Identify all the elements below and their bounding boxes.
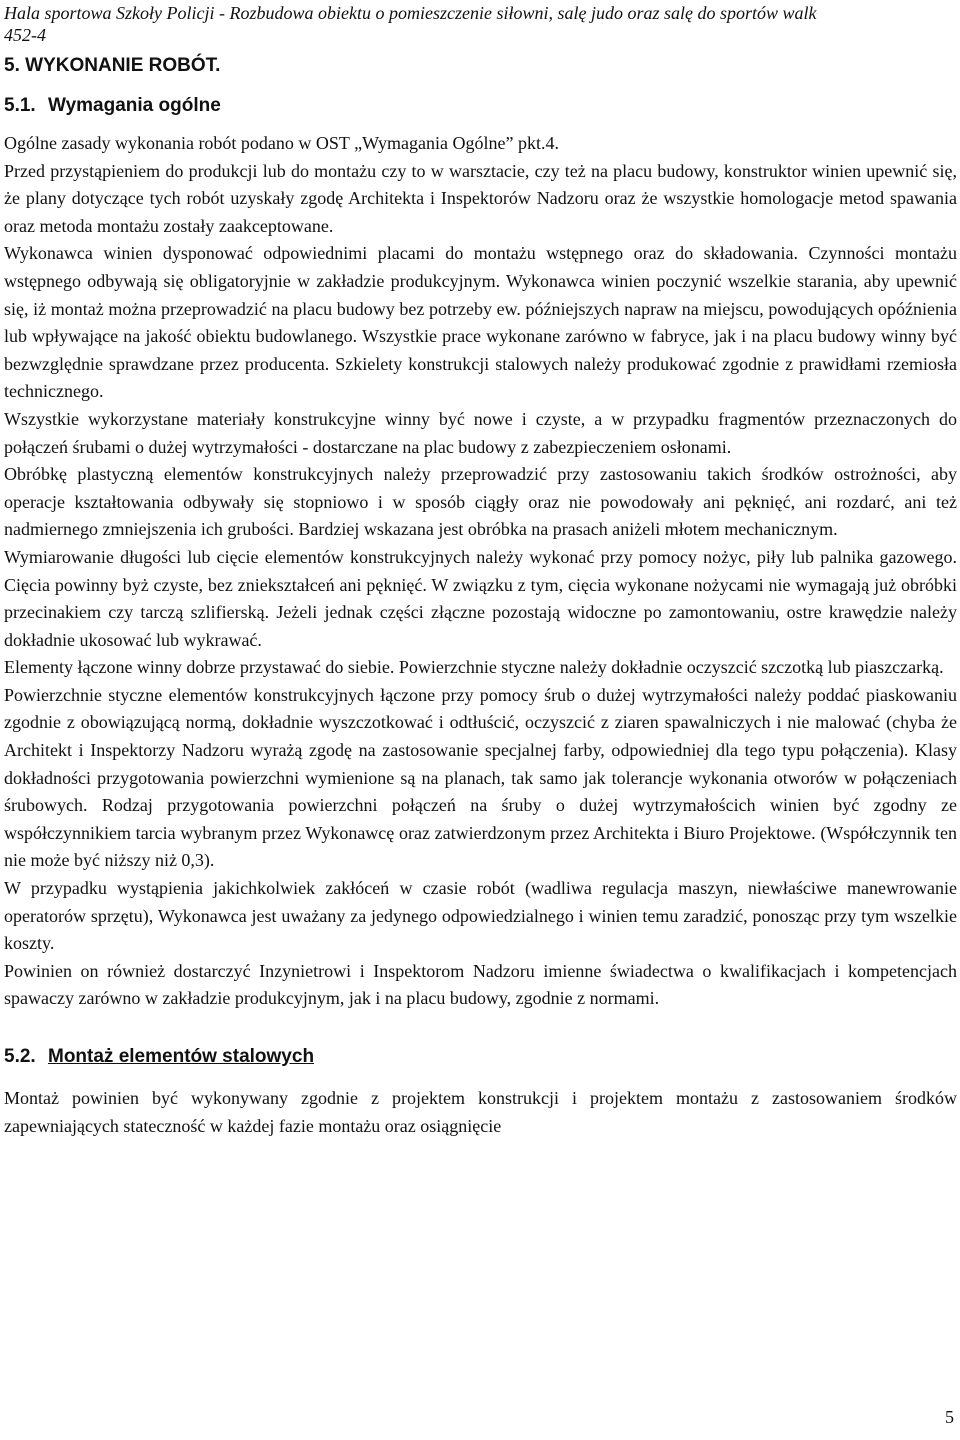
section-heading-5 bbox=[4, 54, 957, 78]
section-heading-5-2 bbox=[4, 1045, 957, 1069]
document-page bbox=[4, 0, 957, 1140]
header-code: 452-4 bbox=[4, 25, 46, 45]
section-number: 5. bbox=[4, 55, 20, 76]
paragraph: Wymiarowanie długości lub cięcie elementów konstrukcyjnych należy wykonać przy pomocy nożyc, piły lub palnika gazowego. Cięcia powinny byż czyste, bez zniekształceń ani pęknięć. W związku z tym, cięcia wykonane nożycami nie wymagają już obróbki przecinakiem czy tarczą szlifierską. Jeżeli jednak części złączne pozostają widoczne po zamontowaniu, ostre krawędzie należy dokładnie ukosować lub wykrawać. bbox=[4, 546, 957, 650]
section-title: Wymagania ogólne bbox=[48, 95, 221, 116]
section-number: 5.2. bbox=[4, 1046, 36, 1067]
paragraph: Przed przystąpieniem do produkcji lub do montażu czy to w warsztacie, czy też na placu budowy, konstruktor winien upewnić się, że plany dotyczące tych robót uzyskały zgodę Architekta i Inspektorów Nadzoru oraz że wszystkie homologacje metod spawania oraz metoda montażu zostały zaakceptowane. bbox=[4, 160, 957, 236]
paragraph: Obróbkę plastyczną elementów konstrukcyjnych należy przeprowadzić przy zastosowaniu takich środków ostrożności, aby operacje kształtowania odbywały się stopniowo i w sposób ciągły oraz nie powodowały ani pęknięć, ani rozdarć, ani też nadmiernego zmniejszenia ich grubości. Bardziej wskazana jest obróbka na prasach aniżeli młotem mechanicznym. bbox=[4, 464, 957, 540]
paragraph: Powinien on również dostarczyć Inzynietrowi i Inspektorom Nadzoru imienne świadectwa o kwalifikacjach i kompetencjach spawaczy zarówno w zakładzie produkcyjnym, jak i na placu budowy, zgodnie z normami. bbox=[4, 960, 957, 1009]
spacer bbox=[4, 1013, 957, 1035]
paragraph: Ogólne zasady wykonania robót podano w OST „Wymagania Ogólne” pkt.4. bbox=[4, 133, 559, 153]
section-heading-5-1 bbox=[4, 94, 957, 118]
paragraph: Elementy łączone winny dobrze przystawać do siebie. Powierzchnie styczne należy dokładnie oczyszcić szczotką lub piaszczarką. bbox=[4, 657, 944, 678]
paragraph: W przypadku wystąpienia jakichkolwiek zakłóceń w czasie robót (wadliwa regulacja maszyn, niewłaściwe manewrowanie operatorów sprzętu), Wykonawca jest uważany za jedynego odpowiedzialnego i winien temu zaradzić, ponosząc przy tym wszelkie koszty. bbox=[4, 878, 957, 954]
spacer bbox=[4, 1069, 957, 1085]
paragraph: Wykonawca winien dysponować odpowiednimi placami do montażu wstępnego oraz do składowania. Czynności montażu wstępnego odbywają się obligatoryjnie w zakładzie produkcyjnym. Wykonawca winien poczynić wszelkie starania, aby upewnić się, iż montaż można przeprowadzić na placu budowy bez potrzeby ew. późniejszych napraw na miejscu, powodujących opóźnienia lub wpływające na jakość obiektu budowlanego. Wszystkie prace wykonane zarówno w fabryce, jak i na placu budowy winny być bezwzględnie sprawdzane przez producenta. Szkielety konstrukcji stalowych należy produkować zgodnie z prawidłami rzemiosła technicznego. bbox=[4, 243, 957, 402]
section-title: WYKONANIE ROBÓT. bbox=[25, 55, 221, 76]
paragraph: Wszystkie wykorzystane materiały konstrukcyjne winny być nowe i czyste, a w przypadku fragmentów przeznaczonych do połączeń śrubami o dużej wytrzymałości - dostarczane na plac budowy z zabezpieczeniem osłonami. bbox=[4, 408, 957, 457]
running-header bbox=[4, 2, 957, 46]
header-title: Hala sportowa Szkoły Policji - Rozbudowa obiektu o pomieszczenie siłowni, salę judo oraz salę do sportów walk bbox=[4, 3, 817, 23]
page-number: 5 bbox=[945, 1407, 954, 1427]
section-number: 5.1. bbox=[4, 95, 36, 116]
section-title: Montaż elementów stalowych bbox=[48, 1046, 315, 1067]
paragraph: Montaż powinien być wykonywany zgodnie z projektem konstrukcji i projektem montażu z zastosowaniem środków zapewniających stateczność w każdej fazie montażu oraz osiągnięcie bbox=[4, 1088, 957, 1136]
paragraph: Powierzchnie styczne elementów konstrukcyjnych łączone przy pomocy śrub o dużej wytrzymałości należy poddać piaskowaniu zgodnie z obowiązującą normą, dokładnie wyszczotkować i odtłuścić, oczyszcić z ziaren spawalniczych i nie malować (chyba że Architekt i Inspektorzy Nadzoru wyrażą zgodę na zastosowanie specjalnej farby, odpowiedniej dla tego typu połączenia). Klasy dokładności przygotowania powierzchni wymienione są na planach, tak samo jak tolerancje wykonania otworów w połączeniach śrubowych. Rodzaj przygotowania powierzchni połączeń na śruby o dużej wytrzymałościch winien być zgodny ze współczynnikiem tarcia wybranym przez Wykonawcę oraz zatwierdzonym przez Architekta i Biuro Projektowe. (Współczynnik ten nie może być niższy niż 0,3). bbox=[4, 684, 957, 871]
